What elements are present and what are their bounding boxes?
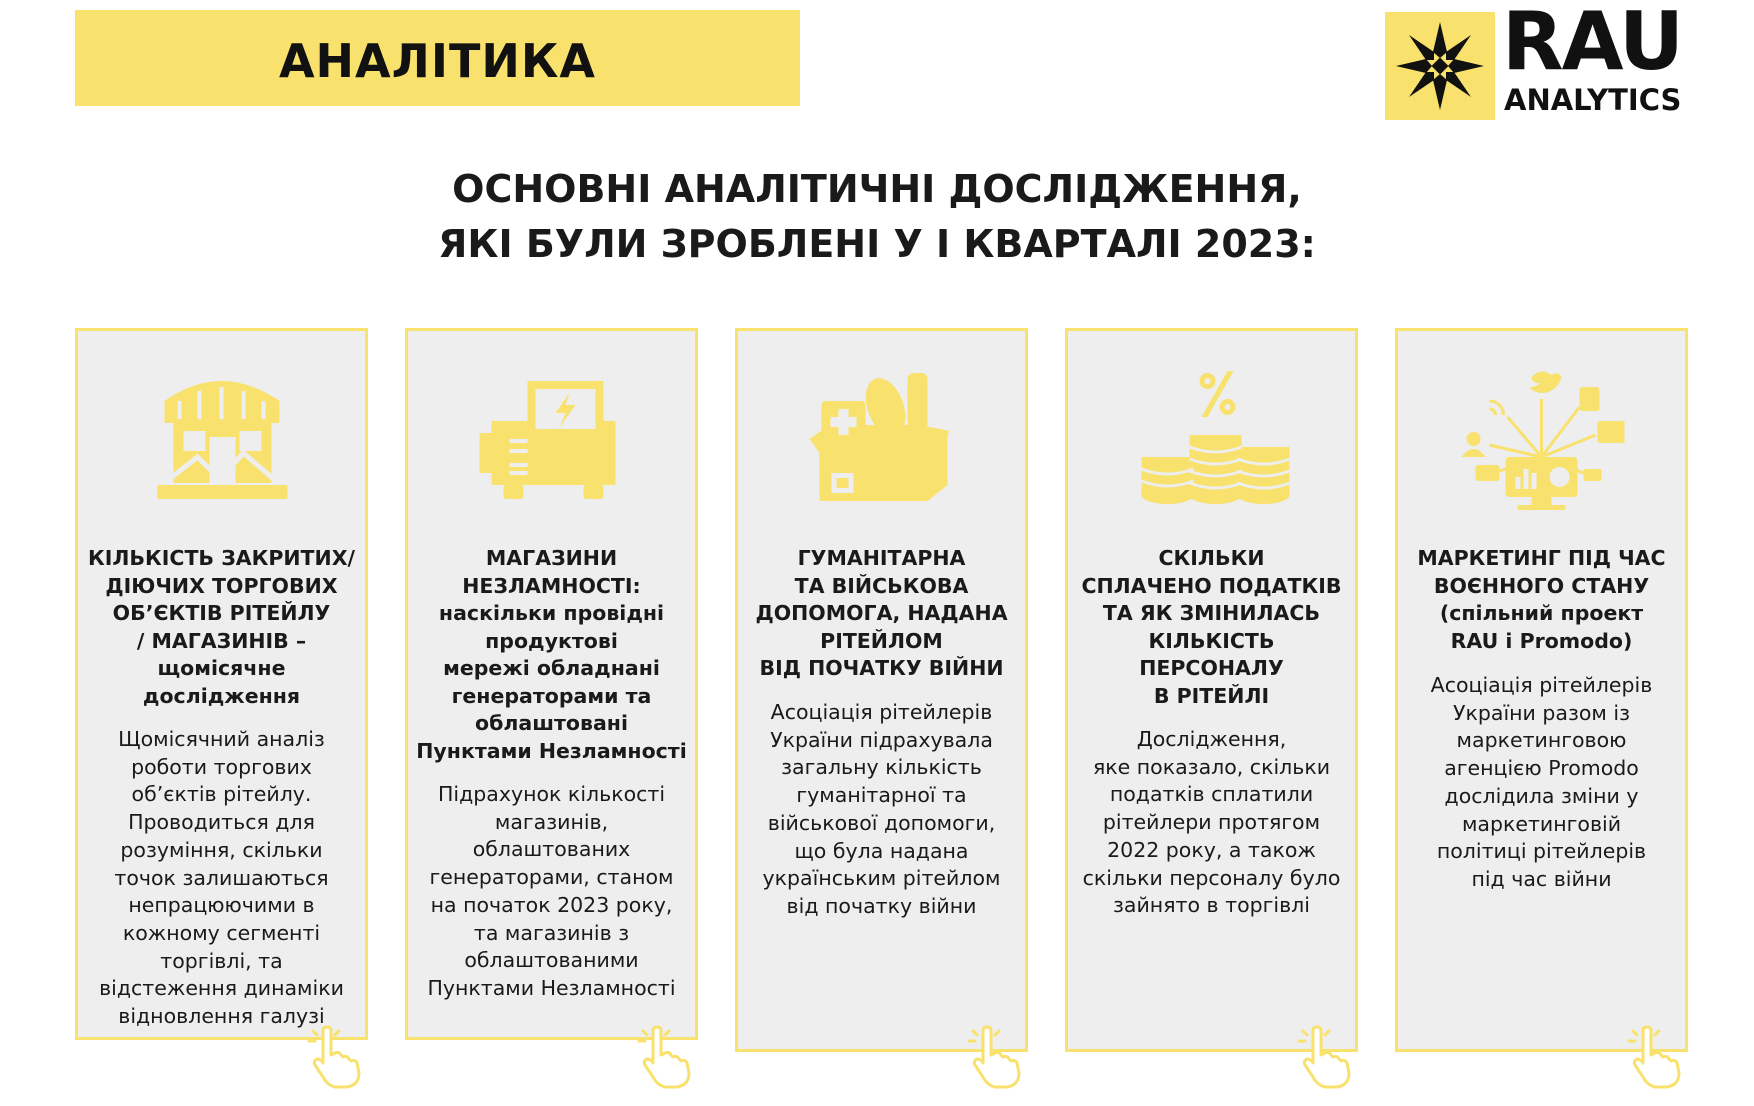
digital-marketing-icon (1459, 361, 1624, 511)
pointing-hand-icon (635, 1025, 701, 1091)
coins-percent-icon (1129, 361, 1294, 511)
card-description: Щомісячний аналіз роботи торгових об’єктів рітейлу. Проводиться для розуміння, скільки точок залишаються непрацюючими в кожному сегменті торгівлі, та відстеження динаміки відновлення галузі (99, 727, 344, 1029)
logo-wordmark: RAU (1502, 0, 1683, 88)
pointing-hand-icon (965, 1025, 1031, 1091)
store-icon (139, 361, 304, 511)
generator-icon (469, 361, 634, 511)
card-title: КІЛЬКІСТЬ ЗАКРИТИХ/ ДІЮЧИХ ТОРГОВИХ ОБ’ЄКТІВ РІТЕЙЛУ / МАГАЗИНІВ – щомісячне дослідження (87, 546, 355, 708)
page-headline: ОСНОВНІ АНАЛІТИЧНІ ДОСЛІДЖЕННЯ, ЯКІ БУЛИ ЗРОБЛЕНІ У І КВАРТАЛІ 2023: (438, 167, 1316, 266)
card-description: Асоціація рітейлерів України підрахувала загальну кількість гуманітарної та військової допомоги, що була надана українським рітейлом від початку війни (762, 700, 1001, 918)
pointing-hand-icon (1625, 1025, 1691, 1091)
card-title: МАГАЗИНИ НЕЗЛАМНОСТІ: наскільки провідні продуктові мережі обладнані генераторами та облаштовані Пунктами Незламності (416, 546, 687, 763)
card-title: МАРКЕТИНГ ПІД ЧАС ВОЄННОГО СТАНУ (спільний проект RAU і Promodo) (1417, 546, 1666, 653)
rau-logo (1385, 0, 1695, 120)
section-banner (75, 10, 800, 106)
logo-star-box (1385, 12, 1495, 120)
research-card (75, 328, 368, 1040)
card-title: ГУМАНІТАРНА ТА ВІЙСЬКОВА ДОПОМОГА, НАДАНА РІТЕЙЛОМ ВІД ПОЧАТКУ ВІЙНИ (755, 546, 1008, 680)
section-label: АНАЛІТИКА (278, 34, 597, 88)
pointing-hand-icon (1295, 1025, 1361, 1091)
research-card (735, 328, 1028, 1052)
research-card (1065, 328, 1358, 1052)
logo-subtitle: ANALYTICS (1504, 83, 1682, 117)
card-description: Підрахунок кількості магазинів, облаштованих генераторами, станом на початок 2023 року, та магазинів з облаштованими Пунктами Незламності (427, 782, 676, 1000)
aid-box-icon (799, 361, 964, 511)
research-card (1395, 328, 1688, 1052)
card-description: Дослідження, яке показало, скільки податків сплатили рітейлери протягом 2022 року, а також скільки персоналу було зайнято в торгівлі (1082, 727, 1341, 918)
card-description: Асоціація рітейлерів України разом із маркетинговою агенцією Promodo дослідила зміни у маркетинговій політиці рітейлерів під час війни (1430, 673, 1653, 891)
ornament-star-icon (1385, 12, 1495, 120)
pointing-hand-icon (305, 1025, 371, 1091)
research-card (405, 328, 698, 1040)
card-title: СКІЛЬКИ СПЛАЧЕНО ПОДАТКІВ ТА ЯК ЗМІНИЛАСЬ КІЛЬКІСТЬ ПЕРСОНАЛУ В РІТЕЙЛІ (1081, 546, 1342, 708)
